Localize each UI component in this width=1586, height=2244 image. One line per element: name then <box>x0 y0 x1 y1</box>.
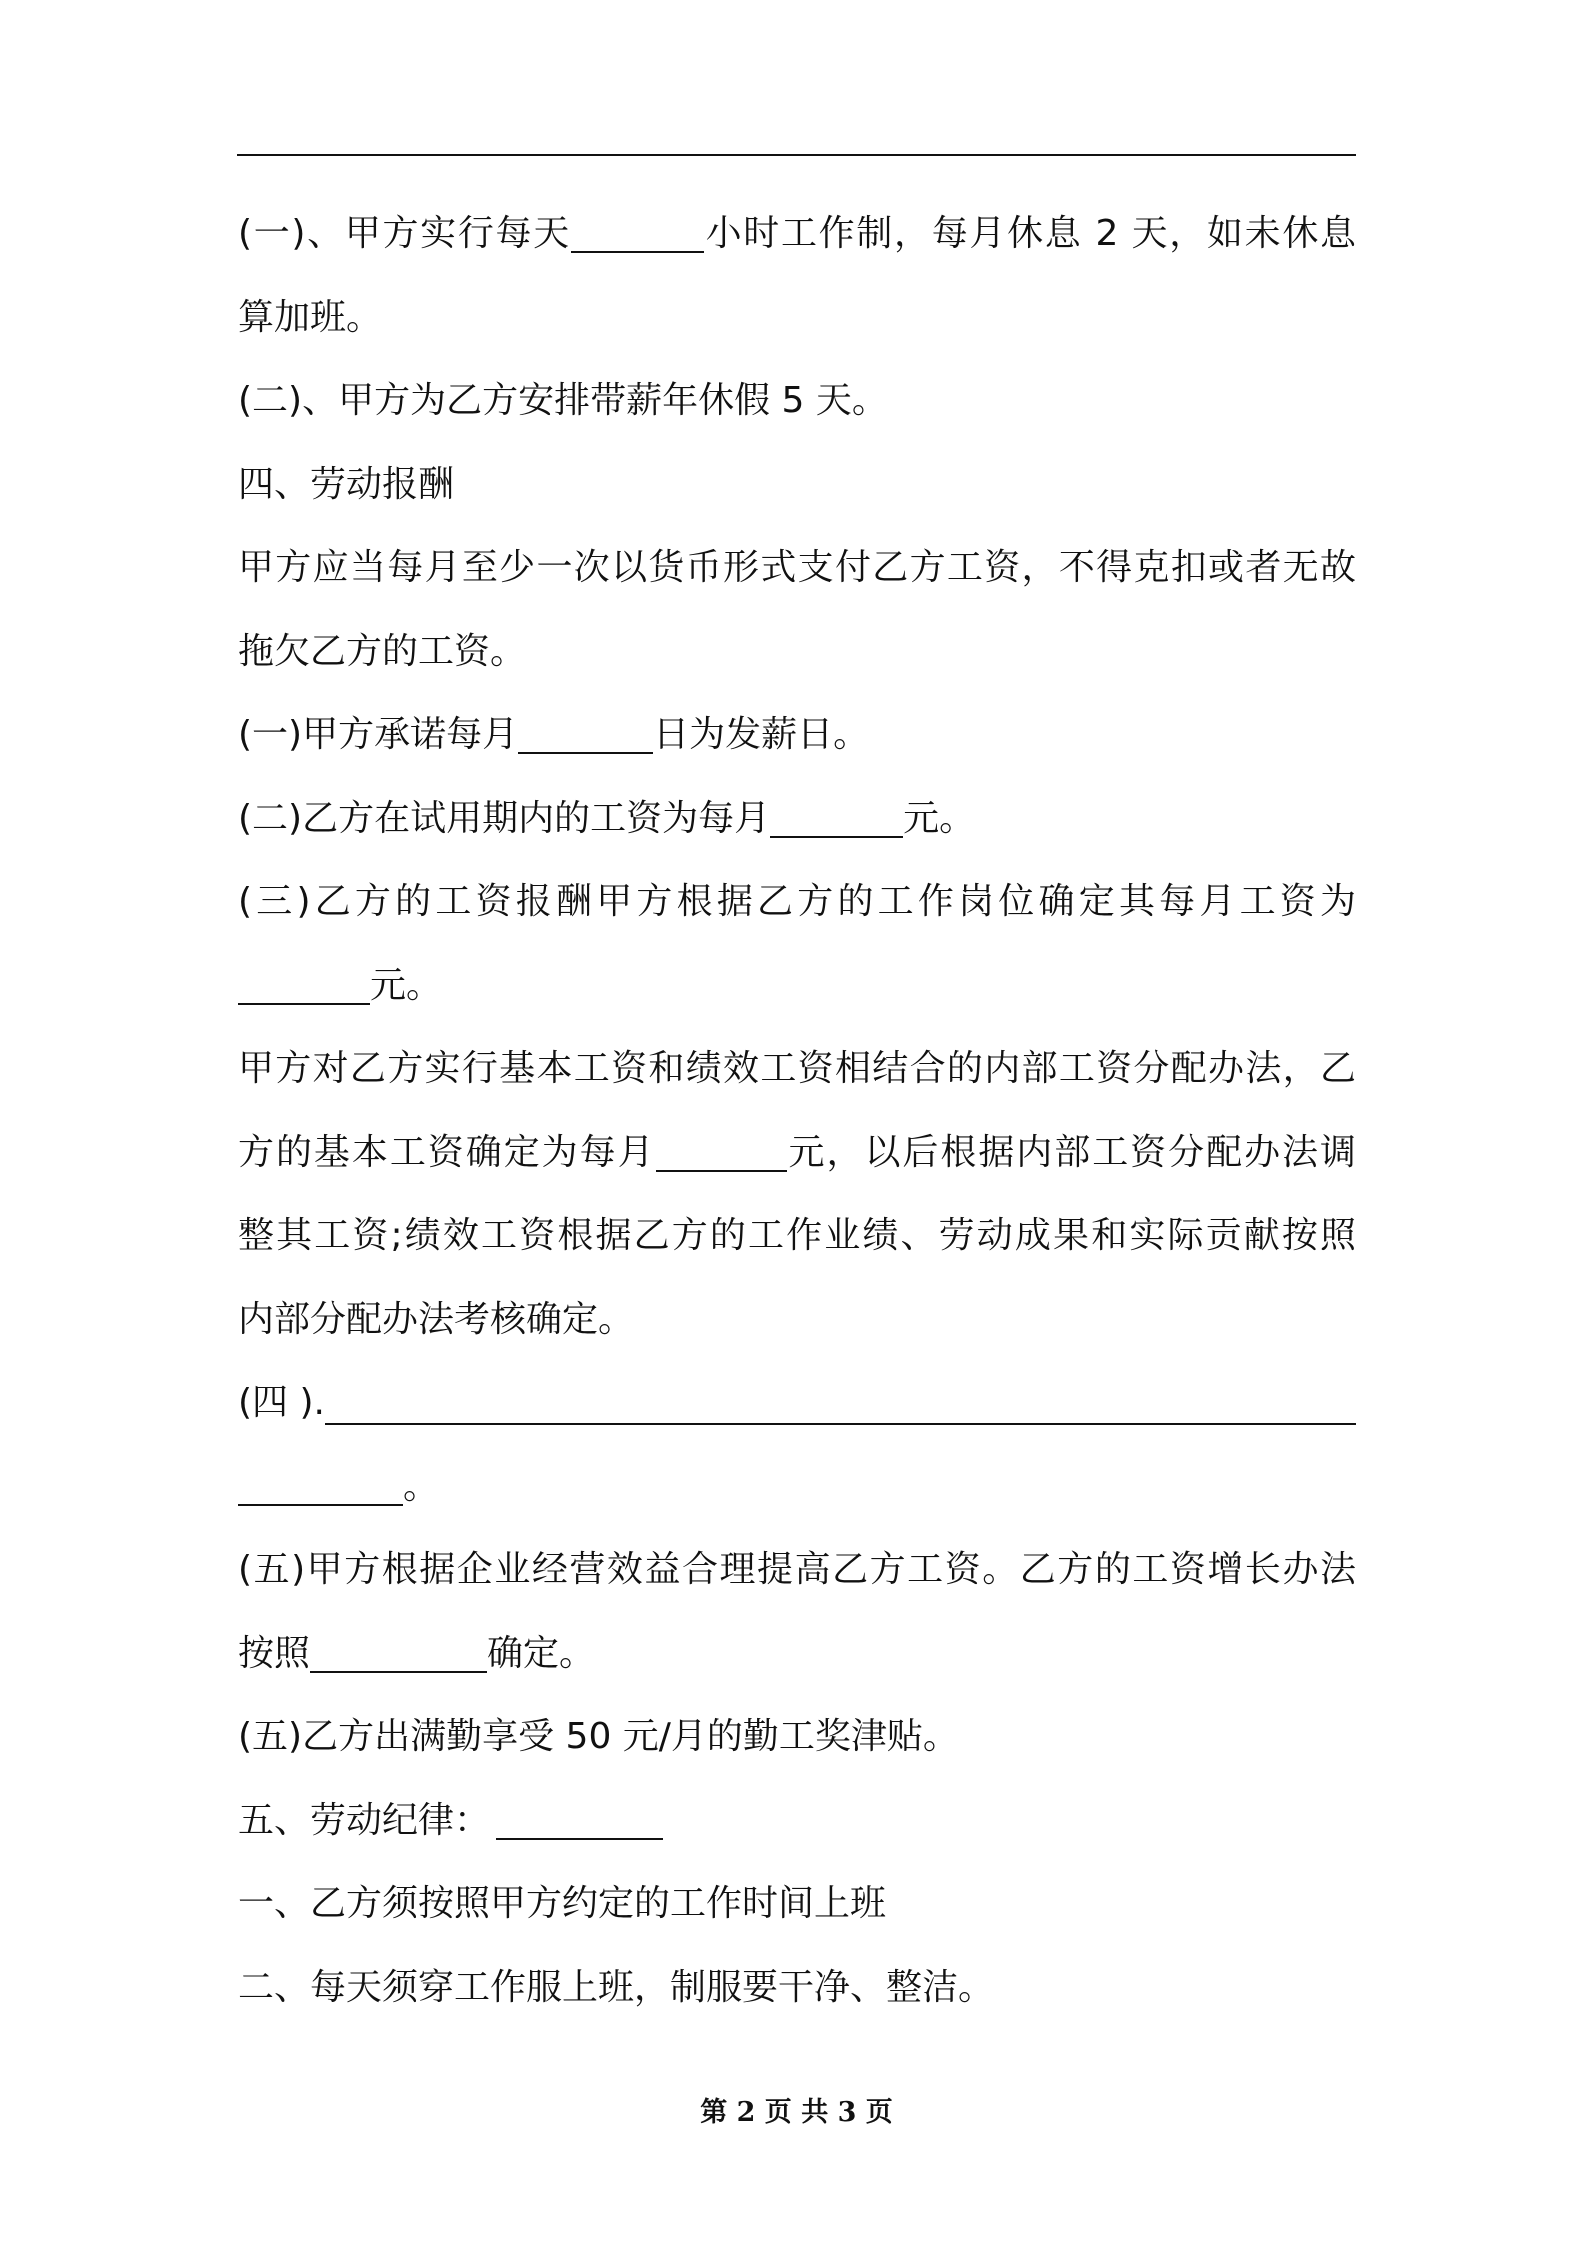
probation-wage-clause <box>238 777 1356 861</box>
section-heading: 五、劳动纪律： <box>238 1799 491 1841</box>
wage-payment-intro-line-2 <box>238 610 1356 694</box>
payday-clause <box>238 693 1356 777</box>
wage-structure-line-2 <box>238 1111 1356 1195</box>
wage-structure-line-4 <box>238 1278 1356 1362</box>
paragraph-text: 方的基本工资确定为每月 <box>238 1131 656 1173</box>
clause-text: 确定。 <box>487 1632 596 1674</box>
clause-text: (二)乙方在试用期内的工资为每月 <box>238 797 771 839</box>
clause-text: (一)、甲方实行每天 <box>238 213 571 254</box>
wage-structure-line-3 <box>238 1194 1356 1278</box>
clause-text: (二)、甲方为乙方安排带薪年休假 5 天。 <box>238 380 888 421</box>
clause-text: (五)乙方出满勤享受 50 元/月的勤工奖津贴。 <box>238 1716 959 1757</box>
working-hours-clause-line-2 <box>238 276 1356 360</box>
fill-in-blank <box>238 1003 370 1005</box>
clause-text: 按照 <box>238 1632 311 1674</box>
fill-in-blank <box>496 1838 663 1840</box>
list-item-text: 一、乙方须按照甲方约定的工作时间上班 <box>238 1883 887 1924</box>
attendance-bonus-clause <box>238 1695 1356 1779</box>
wage-structure-line-1 <box>238 1027 1356 1111</box>
wage-amount-clause-line-1 <box>238 860 1356 944</box>
wage-increase-clause-line-1 <box>238 1528 1356 1612</box>
discipline-item-1 <box>238 1862 1356 1946</box>
wage-amount-clause-line-2 <box>238 944 1356 1028</box>
section-heading: 四、劳动报酬 <box>238 463 455 505</box>
header-rule <box>237 154 1356 156</box>
paragraph-text: 甲方对乙方实行基本工资和绩效工资相结合的内部工资分配办法，乙 <box>238 1048 1356 1089</box>
wage-increase-clause-line-2 <box>238 1612 1356 1696</box>
fill-in-blank <box>656 1170 787 1172</box>
wage-payment-intro-line-1 <box>238 526 1356 610</box>
clause-text: 元。 <box>903 797 976 839</box>
fill-in-blank <box>310 1671 487 1673</box>
paragraph-text: 元，以后根据内部工资分配办法调 <box>786 1131 1356 1173</box>
clause-four-line-2 <box>238 1445 1356 1529</box>
paragraph-text: 整其工资;绩效工资根据乙方的工作业绩、劳动成果和实际贡献按照 <box>238 1215 1356 1256</box>
clause-text: 算加班。 <box>238 296 383 338</box>
document-body <box>238 192 1356 2029</box>
clause-text: (五)甲方根据企业经营效益合理提高乙方工资。乙方的工资增长办法 <box>238 1549 1356 1590</box>
clause-text: (一)甲方承诺每月 <box>238 714 519 755</box>
page-number-footer: 第 2 页 共 3 页 <box>700 2097 893 2128</box>
fill-in-blank <box>325 1423 1356 1425</box>
section-heading-labor-discipline <box>238 1779 1356 1863</box>
paragraph-text: 甲方应当每月至少一次以货币形式支付乙方工资，不得克扣或者无故 <box>238 547 1356 588</box>
paragraph-text: 拖欠乙方的工资。 <box>238 630 527 672</box>
fill-in-blank <box>518 752 653 754</box>
section-heading-labor-remuneration <box>238 443 1356 527</box>
fill-in-blank <box>571 251 704 253</box>
paid-leave-clause <box>238 359 1356 443</box>
clause-text: 元。 <box>370 964 443 1006</box>
fill-in-blank <box>770 836 903 838</box>
working-hours-clause-line-1 <box>238 192 1356 276</box>
fill-in-blank <box>238 1504 403 1506</box>
clause-text: 小时工作制，每月休息 2 天，如未休息 <box>703 213 1356 254</box>
paragraph-text: 内部分配办法考核确定。 <box>238 1298 635 1340</box>
clause-text: (三)乙方的工资报酬甲方根据乙方的工作岗位确定其每月工资为 <box>238 881 1356 922</box>
list-item-text: 二、每天须穿工作服上班，制服要干净、整洁。 <box>238 1966 995 2008</box>
discipline-item-2 <box>238 1946 1356 2030</box>
clause-text: 日为发薪日。 <box>653 714 870 755</box>
clause-four-line-1 <box>238 1361 1356 1445</box>
clause-text: 。 <box>403 1465 440 1507</box>
clause-text: (四 ). <box>238 1382 325 1423</box>
